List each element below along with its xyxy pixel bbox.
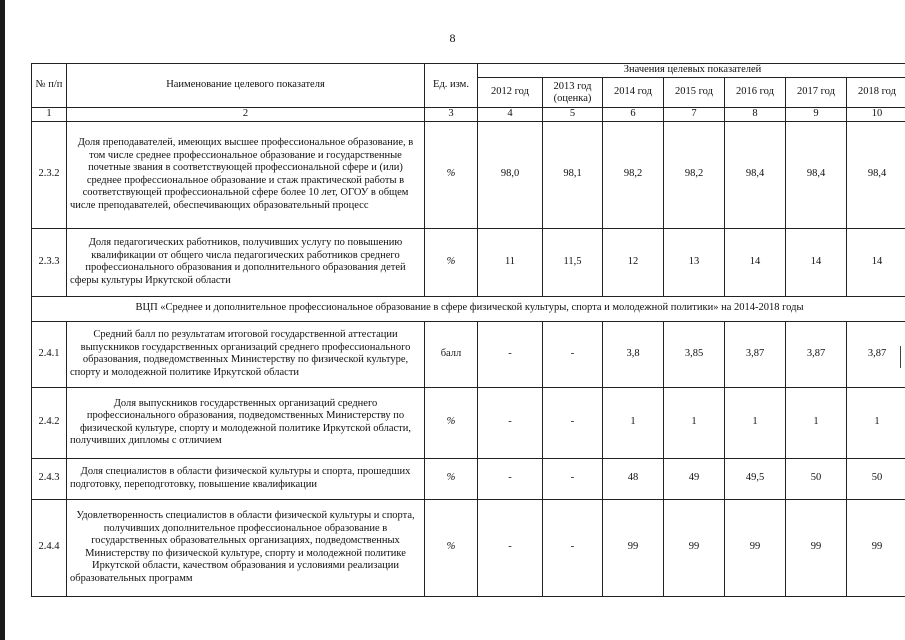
table-header bbox=[32, 64, 905, 122]
row-value: 48 bbox=[603, 458, 664, 499]
row-num: 2.4.2 bbox=[32, 387, 67, 458]
row-value: 11 bbox=[478, 228, 543, 296]
row-value: 98,2 bbox=[603, 121, 664, 228]
table-row bbox=[32, 321, 905, 387]
row-value: - bbox=[478, 387, 543, 458]
scan-left-edge bbox=[0, 0, 5, 640]
header-year: 2013 год (оценка) bbox=[543, 78, 603, 108]
row-value: - bbox=[543, 387, 603, 458]
header-year: 2014 год bbox=[603, 78, 664, 108]
row-value: 98,1 bbox=[543, 121, 603, 228]
column-numbers-row bbox=[32, 108, 905, 122]
row-value: - bbox=[478, 321, 543, 387]
column-number: 6 bbox=[603, 108, 664, 122]
row-value: - bbox=[478, 458, 543, 499]
row-value: 99 bbox=[786, 499, 847, 596]
row-unit: % bbox=[425, 121, 478, 228]
row-num: 2.4.4 bbox=[32, 499, 67, 596]
row-num: 2.4.3 bbox=[32, 458, 67, 499]
row-value: 1 bbox=[664, 387, 725, 458]
row-value: 1 bbox=[603, 387, 664, 458]
row-value: 12 bbox=[603, 228, 664, 296]
row-value: 1 bbox=[725, 387, 786, 458]
row-value: 99 bbox=[664, 499, 725, 596]
row-value: 14 bbox=[786, 228, 847, 296]
row-num: 2.4.1 bbox=[32, 321, 67, 387]
row-value: 98,0 bbox=[478, 121, 543, 228]
header-unit: Ед. изм. bbox=[425, 64, 478, 108]
row-unit: балл bbox=[425, 321, 478, 387]
row-value: 98,4 bbox=[847, 121, 905, 228]
row-value: 49,5 bbox=[725, 458, 786, 499]
row-value: 99 bbox=[847, 499, 905, 596]
row-value: 3,87 bbox=[725, 321, 786, 387]
header-name: Наименование целевого показателя bbox=[67, 64, 425, 108]
column-number: 3 bbox=[425, 108, 478, 122]
table-row bbox=[32, 121, 905, 228]
column-number: 9 bbox=[786, 108, 847, 122]
header-year: 2018 год bbox=[847, 78, 905, 108]
table-body bbox=[32, 121, 905, 596]
column-number: 8 bbox=[725, 108, 786, 122]
section-title: ВЦП «Среднее и дополнительное профессиональное образование в сфере физической культуры, спорта и молодежной политики» на 2014-2018 годы bbox=[32, 296, 905, 321]
row-value: 98,4 bbox=[725, 121, 786, 228]
row-value: 99 bbox=[603, 499, 664, 596]
header-year: 2016 год bbox=[725, 78, 786, 108]
row-name: Удовлетворенность специалистов в области физической культуры и спорта, получивших дополнительное профессиональное образование в государственных образовательных организациях, подведомственных Министерству по физической культуре, спорту и молодежной политике Иркутской области, качеством образования и условиями реализации образовательных программ bbox=[67, 499, 425, 596]
row-value: 3,8 bbox=[603, 321, 664, 387]
table-row bbox=[32, 458, 905, 499]
row-value: 14 bbox=[847, 228, 905, 296]
row-name: Доля педагогических работников, получивших услугу по повышению квалификации от общего числа педагогических работников среднего профессионального образования и дополнительного образования детей сферы культуры Иркутской области bbox=[67, 228, 425, 296]
header-year: 2012 год bbox=[478, 78, 543, 108]
row-value: 14 bbox=[725, 228, 786, 296]
row-value: - bbox=[543, 321, 603, 387]
header-row-group bbox=[32, 64, 905, 78]
column-number: 10 bbox=[847, 108, 905, 122]
row-value: 3,85 bbox=[664, 321, 725, 387]
table-row bbox=[32, 228, 905, 296]
row-value: 3,87 bbox=[847, 321, 905, 387]
row-value: 50 bbox=[786, 458, 847, 499]
column-number: 5 bbox=[543, 108, 603, 122]
row-name: Доля специалистов в области физической культуры и спорта, прошедших подготовку, переподготовку, повышение квалификации bbox=[67, 458, 425, 499]
row-value: 1 bbox=[786, 387, 847, 458]
header-year: 2017 год bbox=[786, 78, 847, 108]
row-value: - bbox=[478, 499, 543, 596]
row-value: 98,2 bbox=[664, 121, 725, 228]
row-unit: % bbox=[425, 458, 478, 499]
row-name: Доля выпускников государственных организаций среднего профессионального образования, подведомственных Министерству по физической культуре, спорту и молодежной политике Иркутской области, получивших дипломы с отличием bbox=[67, 387, 425, 458]
header-year: 2015 год bbox=[664, 78, 725, 108]
row-value: 3,87 bbox=[786, 321, 847, 387]
row-value: 13 bbox=[664, 228, 725, 296]
column-number: 7 bbox=[664, 108, 725, 122]
column-number: 1 bbox=[32, 108, 67, 122]
row-value: 50 bbox=[847, 458, 905, 499]
row-value: 49 bbox=[664, 458, 725, 499]
row-name: Средний балл по результатам итоговой государственной аттестации выпускников государственных организаций среднего профессионального образования, подведомственных Министерству по физической культуре, спорту и молодежной политике Иркутской области bbox=[67, 321, 425, 387]
row-value: 1 bbox=[847, 387, 905, 458]
row-name: Доля преподавателей, имеющих высшее профессиональное образование, в том числе среднее профессиональное образование и государственные почетные звания в соответствующей профессиональной сфере и (или) среднее профессиональное образование и стаж практической работы в соответствующей профессиональной сфере более 10 лет, ОГОУ в общем числе преподавателей, обеспечивающих образовательный процесс bbox=[67, 121, 425, 228]
row-num: 2.3.3 bbox=[32, 228, 67, 296]
row-value: 98,4 bbox=[786, 121, 847, 228]
row-unit: % bbox=[425, 387, 478, 458]
section-row bbox=[32, 296, 905, 321]
row-num: 2.3.2 bbox=[32, 121, 67, 228]
column-number: 4 bbox=[478, 108, 543, 122]
column-number: 2 bbox=[67, 108, 425, 122]
row-value: - bbox=[543, 458, 603, 499]
row-unit: % bbox=[425, 228, 478, 296]
row-value: 11,5 bbox=[543, 228, 603, 296]
header-values-group: Значения целевых показателей bbox=[478, 64, 905, 78]
row-value: 99 bbox=[725, 499, 786, 596]
row-unit: % bbox=[425, 499, 478, 596]
indicators-table bbox=[31, 63, 905, 597]
header-num: № п/п bbox=[32, 64, 67, 108]
table-row bbox=[32, 387, 905, 458]
page-number: 8 bbox=[449, 31, 456, 45]
table-row bbox=[32, 499, 905, 596]
row-value: - bbox=[543, 499, 603, 596]
